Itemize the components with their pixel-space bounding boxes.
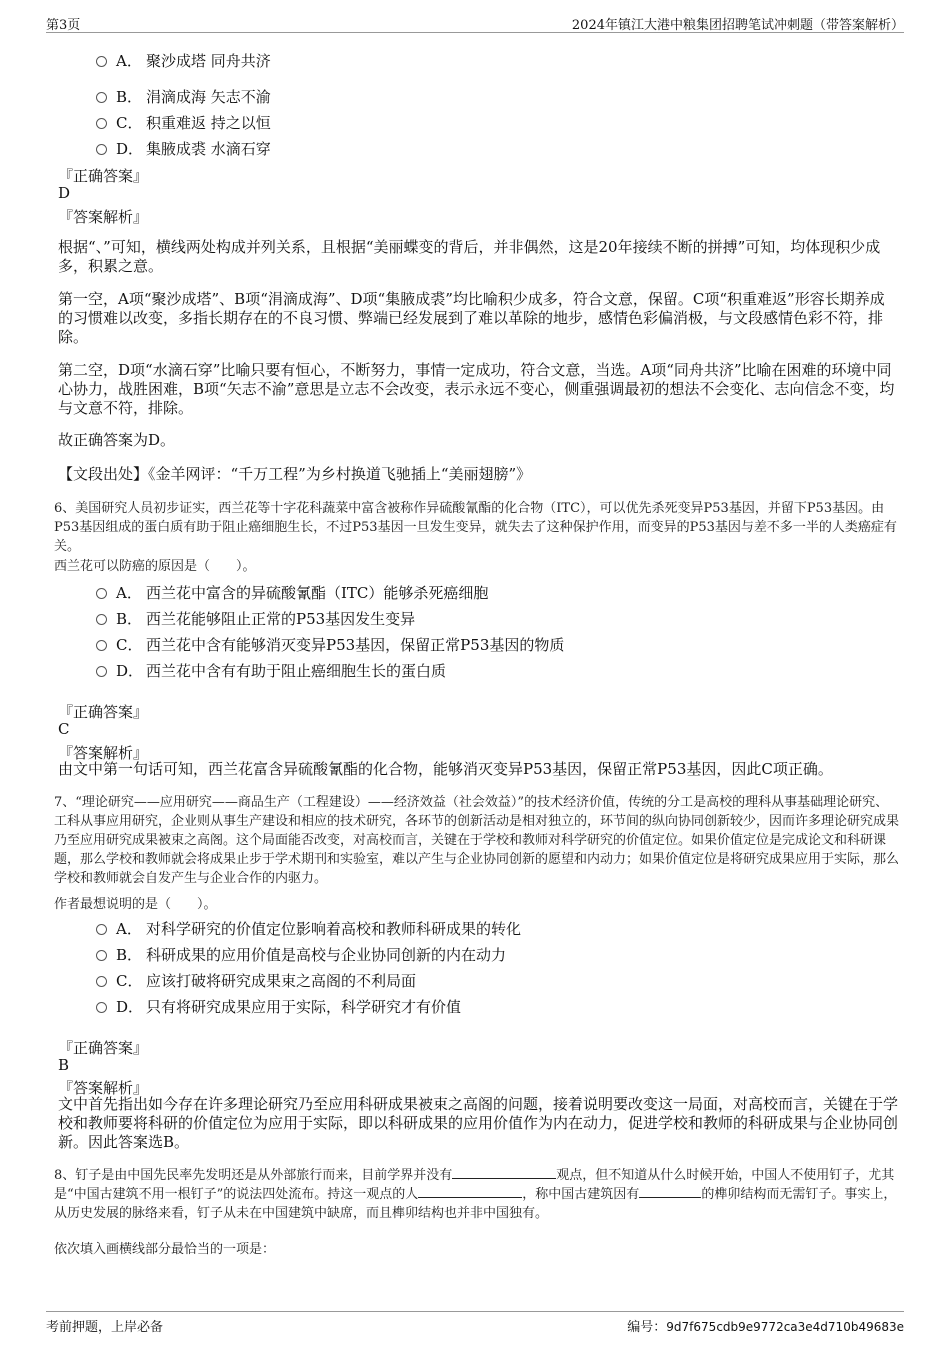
source-citation: 【文段出处】《金羊网评：“千万工程”为乡村换道飞驰插上“美丽翅膀”》	[58, 465, 532, 483]
page-number: 第3页	[46, 18, 81, 33]
radio-icon[interactable]	[96, 614, 107, 625]
analysis-paragraph: 由文中第一句话可知，西兰花富含异硫酸氰酯的化合物，能够消灭变异P53基因，保留正常P53基因，因此C项正确。	[58, 760, 833, 778]
q7-option-c[interactable]: C． 应该打破将研究成果束之高阁的不利局面	[96, 970, 416, 991]
q7-option-a[interactable]: A． 对科学研究的价值定位影响着高校和教师科研成果的转化	[96, 918, 521, 939]
q6-stem: 6、美国研究人员初步证实，西兰花等十字花科蔬菜中富含被称作异硫酸氰酯的化合物（ITC），可以优先杀死变异P53基因，并留下P53基因。由P53基因组成的蛋白质有助于阻止癌细胞生长，不过P53基因一旦发生变异，就失去了这种保护作用，而变异的P53基因与差不多一半的人类癌症有关。	[54, 501, 897, 554]
radio-icon[interactable]	[96, 640, 107, 651]
fill-blank[interactable]	[452, 1166, 556, 1179]
q7-prompt: 作者最想说明的是（ ）。	[54, 897, 217, 912]
q8-stem: 8、钉子是由中国先民率先发明还是从外部旅行而来，目前学界并没有 观点，但不知道从什么时候开始，中国人不使用钉子，尤其是“中国古建筑不用一根钉子”的说法四处流布。持这一观点的人 ，称中国古建筑因有 的榫卯结构而无需钉子。事实上，从历史发展的脉络来看，钉子从未在中国建筑中缺席，而且榫卯结构也并非中国独有。	[54, 1168, 897, 1221]
q6-option-a[interactable]: A． 西兰花中富含的异硫酸氰酯（ITC）能够杀死癌细胞	[96, 582, 488, 603]
fill-blank[interactable]	[418, 1185, 522, 1198]
radio-icon[interactable]	[96, 1002, 107, 1013]
radio-icon[interactable]	[96, 924, 107, 935]
q6-option-c[interactable]: C． 西兰花中含有能够消灭变异P53基因，保留正常P53基因的物质	[96, 634, 564, 655]
correct-answer: B	[58, 1056, 70, 1074]
q6-option-d[interactable]: D． 西兰花中含有有助于阻止癌细胞生长的蛋白质	[96, 660, 446, 681]
analysis-label: 『答案解析』	[58, 208, 149, 226]
analysis-paragraph: 文中首先指出如今存在许多理论研究乃至应用科研成果被束之高阁的问题，接着说明要改变这一局面，对高校而言，关键在于学校和教师要将科研的价值定位为应用于实际，即以科研成果的应用价值作为内在动力，促进学校和教师的科研成果与企业协同创新。因此答案选B。	[58, 1095, 899, 1151]
analysis-paragraph: 第一空，A项“聚沙成塔”、B项“涓滴成海”、D项“集腋成裘”均比喻积少成多，符合文意，保留。C项“积重难返”形容长期养成的习惯难以改变，多指长期存在的不良习惯、弊端已经发展到了难以革除的地步，感情色彩偏消极，与文段感情色彩不符，排除。	[58, 290, 885, 346]
radio-icon[interactable]	[96, 92, 107, 103]
correct-answer-label: 『正确答案』	[58, 703, 149, 721]
q7-option-d[interactable]: D． 只有将研究成果应用于实际，科学研究才有价值	[96, 996, 461, 1017]
radio-icon[interactable]	[96, 950, 107, 961]
correct-answer-label: 『正确答案』	[58, 167, 149, 185]
q5-option-a[interactable]: A． 聚沙成塔 同舟共济	[96, 50, 271, 71]
correct-answer: D	[58, 184, 71, 202]
document-title: 2024年镇江大港中粮集团招聘笔试冲刺题（带答案解析）	[571, 18, 904, 33]
analysis-label: 『答案解析』	[58, 1079, 149, 1097]
analysis-paragraph: 第二空，D项“水滴石穿”比喻只要有恒心，不断努力，事情一定成功，符合文意，当选。A项“同舟共济”比喻在困难的环境中同心协力，战胜困难，B项“矢志不渝”意思是立志不会改变，表示永远不变心，侧重强调最初的想法不会变化、志向信念不变，均与文意不符，排除。	[58, 361, 895, 417]
q6-option-b[interactable]: B． 西兰花能够阻止正常的P53基因发生变异	[96, 608, 415, 629]
fill-blank[interactable]	[639, 1185, 701, 1198]
q5-option-b[interactable]: B． 涓滴成海 矢志不渝	[96, 86, 271, 107]
radio-icon[interactable]	[96, 976, 107, 987]
radio-icon[interactable]	[96, 118, 107, 129]
page-footer	[46, 1311, 904, 1335]
analysis-label: 『答案解析』	[58, 744, 149, 762]
correct-answer: C	[58, 720, 70, 738]
q7-option-b[interactable]: B． 科研成果的应用价值是高校与企业协同创新的内在动力	[96, 944, 506, 965]
q6-prompt: 西兰花可以防癌的原因是（ ）。	[54, 559, 256, 574]
document-code: 编号：9d7f675cdb9e9772ca3e4d710b49683e	[627, 1320, 904, 1335]
analysis-conclusion: 故正确答案为D。	[58, 431, 176, 449]
radio-icon[interactable]	[96, 588, 107, 599]
q5-option-d[interactable]: D． 集腋成裘 水滴石穿	[96, 138, 271, 159]
page-header	[46, 12, 904, 33]
radio-icon[interactable]	[96, 666, 107, 677]
q7-stem: 7、“理论研究——应用研究——商品生产（工程建设）——经济效益（社会效益）”的技术经济价值，传统的分工是高校的理科从事基础理论研究、工科从事应用研究，企业则从事生产建设和相应的技术研究，各环节的创新活动是相对独立的，环节间的纵向协同创新较少，因而许多理论研究成果乃至应用研究成果被束之高阁。这个局面能否改变，对高校而言，关键在于学校和教师对科学研究的价值定位。如果价值定位是完成论文和科研课题，那么学校和教师就会将成果止步于学术期刊和实验室，难以产生与企业协同创新的愿望和内动力；如果价值定位是将研究成果应用于实际，那么学校和教师就会自发产生与企业合作的内驱力。	[54, 795, 900, 886]
analysis-paragraph: 根据“、”可知，横线两处构成并列关系，且根据“美丽蝶变的背后，并非偶然，这是20年接续不断的拼搏”可知，均体现积少成多，积累之意。	[58, 238, 881, 275]
radio-icon[interactable]	[96, 144, 107, 155]
q8-prompt: 依次填入画横线部分最恰当的一项是：	[54, 1242, 276, 1257]
radio-icon[interactable]	[96, 56, 107, 67]
correct-answer-label: 『正确答案』	[58, 1039, 149, 1057]
footer-slogan: 考前押题，上岸必备	[46, 1320, 164, 1335]
q5-option-c[interactable]: C． 积重难返 持之以恒	[96, 112, 271, 133]
